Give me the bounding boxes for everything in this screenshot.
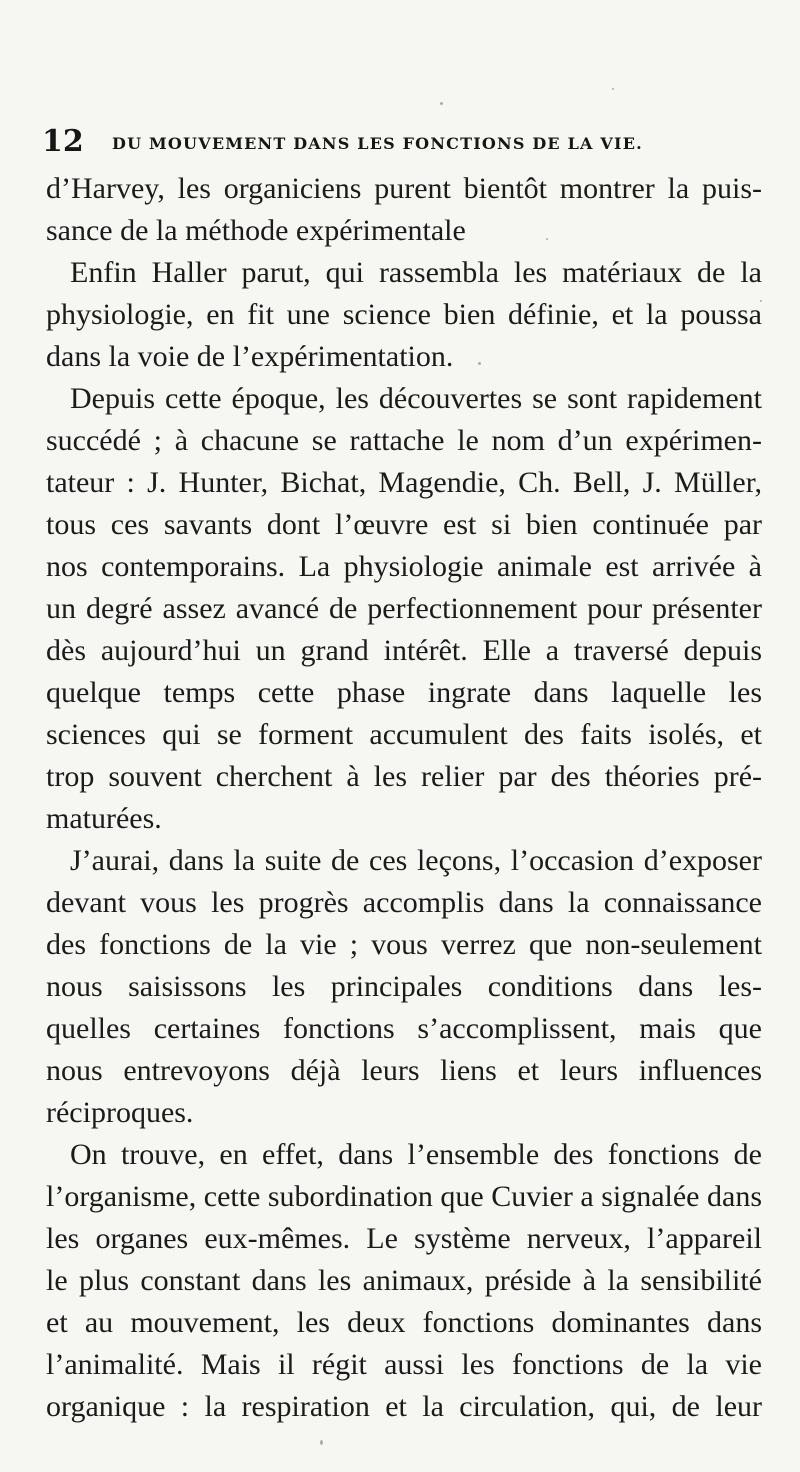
text-line: sance de la méthode expérimentale [46, 214, 466, 247]
text-line: quelles certaines fonctions s’accomplissent, mais que [46, 1012, 762, 1045]
paper-speck [440, 102, 443, 105]
text-line: dès aujourd’hui un grand intérêt. Elle a traversé depuis [46, 634, 762, 667]
paper-speck [320, 1440, 323, 1445]
text-line: Enfin Haller parut, qui rassembla les matériaux de la [70, 256, 762, 289]
text-line: succédé ; à chacune se rattache le nom d’un expérimen- [46, 424, 762, 457]
text-line: Depuis cette époque, les découvertes se sont rapidement [70, 382, 762, 415]
text-line: l’animalité. Mais il régit aussi les fonctions de la vie [46, 1348, 762, 1381]
text-line: réciproques. [46, 1096, 194, 1129]
text-line: J’aurai, dans la suite de ces leçons, l’occasion d’exposer [70, 844, 762, 877]
text-line: nos contemporains. La physiologie animale est arrivée à [46, 550, 762, 583]
text-line: tateur : J. Hunter, Bichat, Magendie, Ch. Bell, J. Müller, [46, 466, 762, 499]
text-line: On trouve, en effet, dans l’ensemble des fonctions de [70, 1138, 762, 1171]
paper-speck [612, 88, 614, 90]
text-line: et au mouvement, les deux fonctions dominantes dans [46, 1306, 762, 1339]
text-line: organique : la respiration et la circulation, qui, de leur [46, 1390, 762, 1423]
text-line: un degré assez avancé de perfectionnement pour présenter [46, 592, 762, 625]
text-line: devant vous les progrès accomplis dans la connaissance [46, 886, 762, 919]
text-line: sciences qui se forment accumulent des faits isolés, et [46, 718, 762, 751]
text-line: quelque temps cette phase ingrate dans laquelle les [46, 676, 762, 709]
text-line: nous saisissons les principales conditions dans les- [46, 970, 762, 1003]
text-line: le plus constant dans les animaux, préside à la sensibilité [46, 1264, 762, 1297]
text-line: trop souvent cherchent à les relier par des théories pré- [46, 760, 762, 793]
page-number: 12 [42, 124, 84, 159]
text-line: d’Harvey, les organiciens purent bientôt montrer la puis- [46, 172, 762, 205]
text-line: l’organisme, cette subordination que Cuvier a signalée dans [46, 1180, 762, 1213]
body-text [46, 168, 762, 1428]
text-line: physiologie, en fit une science bien définie, et la poussa [46, 298, 762, 331]
text-line: maturées. [46, 802, 162, 835]
running-header [42, 124, 762, 160]
text-line: nous entrevoyons déjà leurs liens et leurs influences [46, 1054, 762, 1087]
text-line: des fonctions de la vie ; vous verrez que non-seulement [46, 928, 762, 961]
text-line: les organes eux-mêmes. Le système nerveux, l’appareil [46, 1222, 762, 1255]
text-line: dans la voie de l’expérimentation. [46, 340, 454, 373]
text-line: tous ces savants dont l’œuvre est si bien continuée par [46, 508, 762, 541]
running-title: DU MOUVEMENT DANS LES FONCTIONS DE LA VIE. [112, 134, 643, 153]
